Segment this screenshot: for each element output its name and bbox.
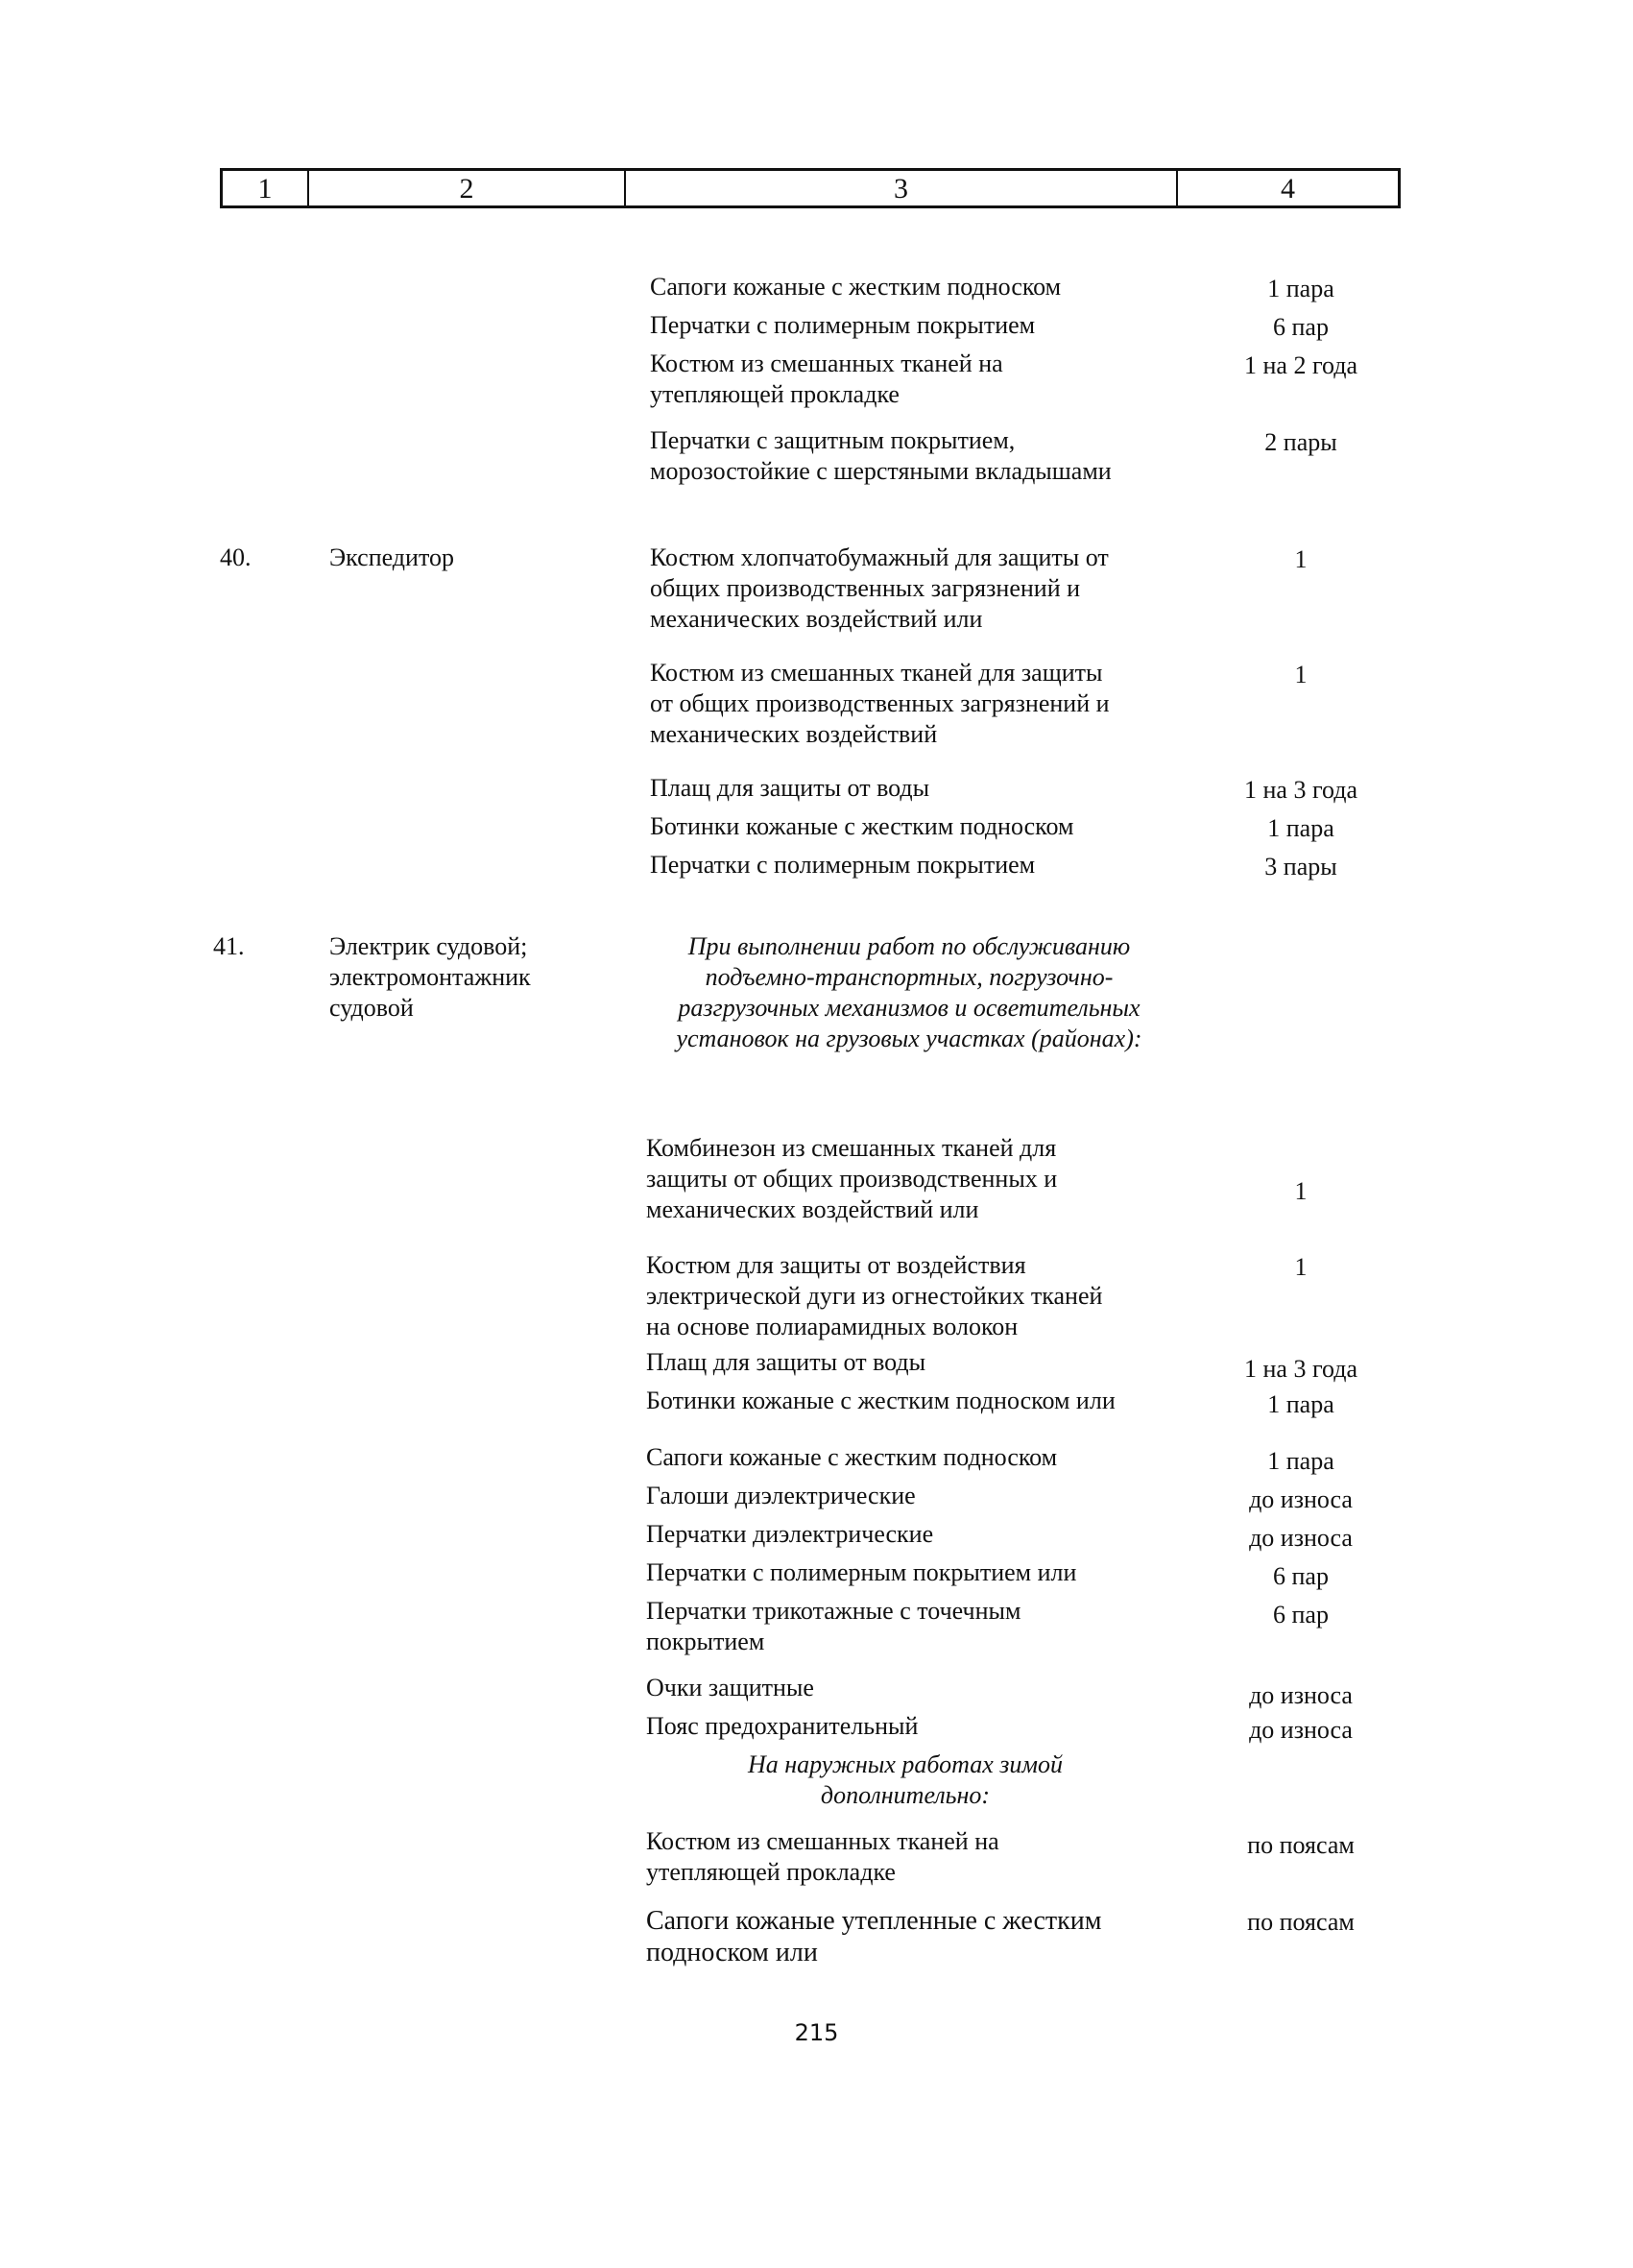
entry-number: 41.	[213, 932, 245, 960]
item-norm: 6 пар	[1273, 313, 1329, 341]
column-header-3: 3	[626, 171, 1178, 205]
column-header-2: 2	[309, 171, 626, 205]
item-norm: по поясам	[1247, 1831, 1355, 1859]
item-norm: 1	[1294, 545, 1308, 573]
item-norm: 1 на 3 года	[1244, 1355, 1357, 1383]
item-text: Костюм хлопчатобумажный для защиты от общих производственных загрязнений и механических воздействий или	[650, 543, 1109, 633]
item-text: Перчатки с полимерным покрытием или	[646, 1558, 1077, 1586]
item-norm: до износа	[1249, 1716, 1353, 1744]
item-text: Пояс предохранительный	[646, 1712, 919, 1740]
item-norm: 3 пары	[1264, 853, 1337, 881]
item-text: Сапоги кожаные утепленные с жестким подноском или	[646, 1906, 1102, 1967]
item-norm: до износа	[1249, 1681, 1353, 1709]
item-norm: 2 пары	[1264, 428, 1337, 456]
page-number: 215	[794, 2019, 839, 2046]
item-text: Плащ для защиты от воды	[650, 774, 930, 802]
item-text: Костюм из смешанных тканей для защиты от общих производственных загрязнений и механических воздействий	[650, 659, 1110, 748]
item-norm: 1 пара	[1267, 275, 1334, 302]
entry-number: 40.	[220, 543, 252, 571]
item-text: Перчатки с защитным покрытием, морозостойкие с шерстяными вкладышами	[650, 426, 1112, 485]
item-text: Очки защитные	[646, 1674, 814, 1701]
item-text: Перчатки с полимерным покрытием	[650, 311, 1036, 339]
profession-title: Электрик судовой; электромонтажник судовой	[329, 932, 531, 1022]
item-norm: 1 пара	[1267, 1447, 1334, 1475]
item-text: Ботинки кожаные с жестким подноском	[650, 812, 1074, 840]
item-text: Перчатки трикотажные с точечным покрытием	[646, 1597, 1021, 1655]
item-text: Перчатки с полимерным покрытием	[650, 851, 1036, 879]
section-note: При выполнении работ по обслуживанию подъемно-транспортных, погрузочно- разгрузочных механизмов и осветительных установок на грузовых участках (районах):	[676, 932, 1142, 1052]
section-note: На наружных работах зимой дополнительно:	[747, 1750, 1064, 1809]
item-norm: 1 на 2 года	[1244, 351, 1357, 379]
item-text: Комбинезон из смешанных тканей для защиты от общих производственных и механических воздействий или	[646, 1134, 1058, 1223]
item-text: Сапоги кожаные с жестким подноском	[650, 273, 1062, 301]
item-text: Сапоги кожаные с жестким подноском	[646, 1443, 1058, 1471]
item-norm: по поясам	[1247, 1908, 1355, 1936]
item-norm: 1 на 3 года	[1244, 776, 1357, 804]
item-norm: 1	[1294, 661, 1308, 688]
item-norm: 1	[1294, 1253, 1308, 1281]
column-header-4: 4	[1281, 173, 1295, 205]
column-header-1: 1	[223, 171, 309, 205]
item-norm: 1 пара	[1267, 1390, 1334, 1418]
profession-title: Экспедитор	[329, 543, 454, 571]
column-header-row	[220, 168, 1401, 208]
item-norm: до износа	[1249, 1485, 1353, 1513]
item-text: Ботинки кожаные с жестким подноском или	[646, 1387, 1116, 1414]
item-norm: 1	[1294, 1177, 1308, 1205]
item-text: Перчатки диэлектрические	[646, 1520, 934, 1548]
item-text: Костюм для защиты от воздействия электрической дуги из огнестойких тканей на основе полиарамидных волокон	[646, 1251, 1103, 1340]
item-text: Костюм из смешанных тканей на утепляющей прокладке	[646, 1827, 999, 1886]
item-norm: 1 пара	[1267, 814, 1334, 842]
item-norm: 6 пар	[1273, 1562, 1329, 1590]
item-text: Плащ для защиты от воды	[646, 1348, 926, 1376]
item-text: Костюм из смешанных тканей на утепляющей прокладке	[650, 350, 1003, 408]
item-norm: до износа	[1249, 1524, 1353, 1552]
item-norm: 6 пар	[1273, 1601, 1329, 1629]
item-text: Галоши диэлектрические	[646, 1482, 916, 1509]
